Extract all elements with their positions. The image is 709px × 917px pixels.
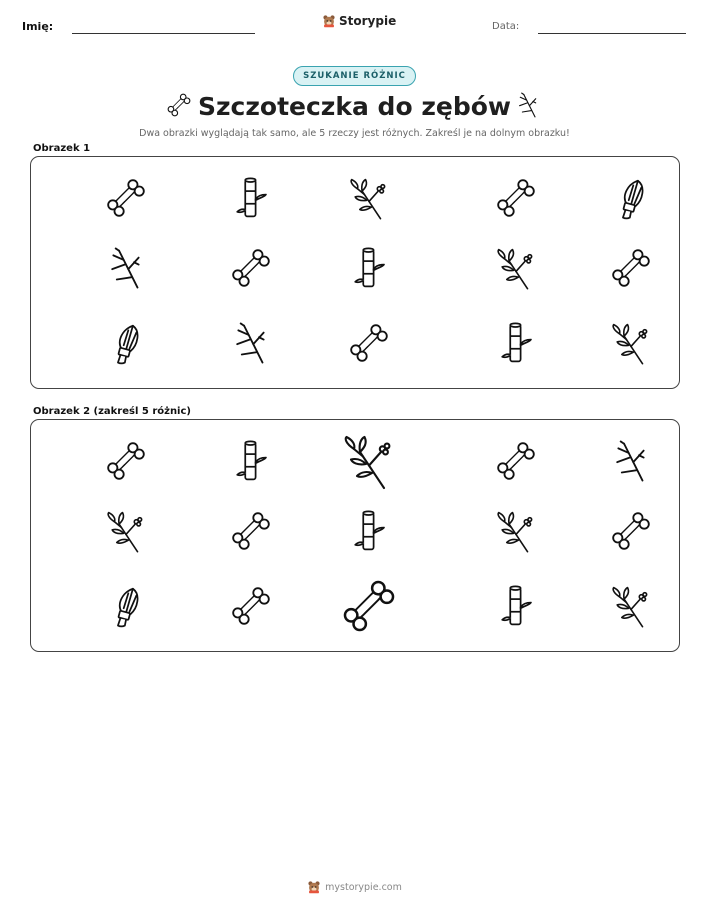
date-label: Data: — [492, 21, 520, 32]
grid-cell — [346, 175, 392, 221]
grid-cell — [103, 175, 149, 221]
bone-icon — [493, 175, 539, 221]
grid-cell[interactable] — [228, 583, 274, 629]
grid-cell — [228, 320, 274, 366]
grid-cell — [493, 175, 539, 221]
picture-1-panel — [30, 156, 680, 389]
grid-cell — [228, 175, 274, 221]
grid-cell — [346, 245, 392, 291]
grid-cell[interactable] — [338, 575, 400, 637]
grid-cell — [493, 245, 539, 291]
grid-cell — [346, 320, 392, 366]
bone-icon — [346, 320, 392, 366]
feather-brush-icon — [103, 583, 149, 629]
grid-cell[interactable] — [608, 583, 654, 629]
grid-cell — [103, 245, 149, 291]
picture-1-label: Obrazek 1 — [33, 143, 91, 154]
flower-sprig-icon — [339, 431, 399, 491]
footer — [307, 880, 402, 894]
grid-cell — [493, 320, 539, 366]
bear-logo-icon — [322, 14, 336, 28]
instructions: Dwa obrazki wyglądają tak samo, ale 5 rzeczy jest różnych. Zakreśl je na dolnym obrazku! — [139, 128, 570, 139]
grid-cell[interactable] — [103, 508, 149, 554]
flower-sprig-icon — [103, 508, 149, 554]
activity-badge: SZUKANIE RÓŻNIC — [293, 66, 416, 86]
name-line[interactable] — [72, 33, 255, 34]
grid-cell[interactable] — [228, 508, 274, 554]
grid-cell[interactable] — [493, 508, 539, 554]
name-label: Imię: — [22, 20, 54, 33]
grid-cell[interactable] — [103, 583, 149, 629]
twig-icon — [228, 320, 274, 366]
flower-sprig-icon — [493, 245, 539, 291]
grid-cell — [103, 320, 149, 366]
page-title: Szczoteczka do zębów — [197, 92, 512, 121]
footer-url[interactable]: mystorypie.com — [325, 881, 402, 893]
picture-2-label: Obrazek 2 (zakreśl 5 różnic) — [33, 406, 191, 417]
bone-icon — [103, 175, 149, 221]
twig-icon — [103, 245, 149, 291]
date-line[interactable] — [538, 33, 686, 34]
bamboo-icon — [493, 583, 539, 629]
flower-sprig-icon — [608, 583, 654, 629]
bone-icon — [228, 508, 274, 554]
grid-cell[interactable] — [228, 438, 274, 484]
grid-cell[interactable] — [493, 438, 539, 484]
grid-cell[interactable] — [339, 431, 399, 491]
flower-sprig-icon — [346, 175, 392, 221]
bone-icon — [228, 245, 274, 291]
grid-cell — [608, 320, 654, 366]
flower-sprig-icon — [608, 320, 654, 366]
twig-icon — [608, 438, 654, 484]
grid-cell[interactable] — [608, 438, 654, 484]
grid-cell[interactable] — [493, 583, 539, 629]
grid-cell[interactable] — [346, 508, 392, 554]
bone-icon — [103, 438, 149, 484]
bamboo-icon — [346, 508, 392, 554]
bone-icon — [338, 575, 400, 637]
bone-icon — [493, 438, 539, 484]
grid-cell — [608, 175, 654, 221]
grid-cell[interactable] — [608, 508, 654, 554]
grid-cell — [608, 245, 654, 291]
flower-sprig-icon — [493, 508, 539, 554]
bear-logo-icon — [307, 880, 321, 894]
bamboo-icon — [346, 245, 392, 291]
bamboo-icon — [228, 175, 274, 221]
brand-name: Storypie — [339, 14, 397, 28]
feather-brush-icon — [103, 320, 149, 366]
brand-logo — [322, 14, 396, 28]
feather-brush-icon — [608, 175, 654, 221]
bone-icon — [228, 583, 274, 629]
bamboo-icon — [228, 438, 274, 484]
twig-icon — [514, 91, 542, 119]
bone-icon — [608, 508, 654, 554]
bamboo-icon — [493, 320, 539, 366]
picture-2-panel[interactable] — [30, 419, 680, 652]
bone-icon — [608, 245, 654, 291]
grid-cell — [228, 245, 274, 291]
grid-cell[interactable] — [103, 438, 149, 484]
